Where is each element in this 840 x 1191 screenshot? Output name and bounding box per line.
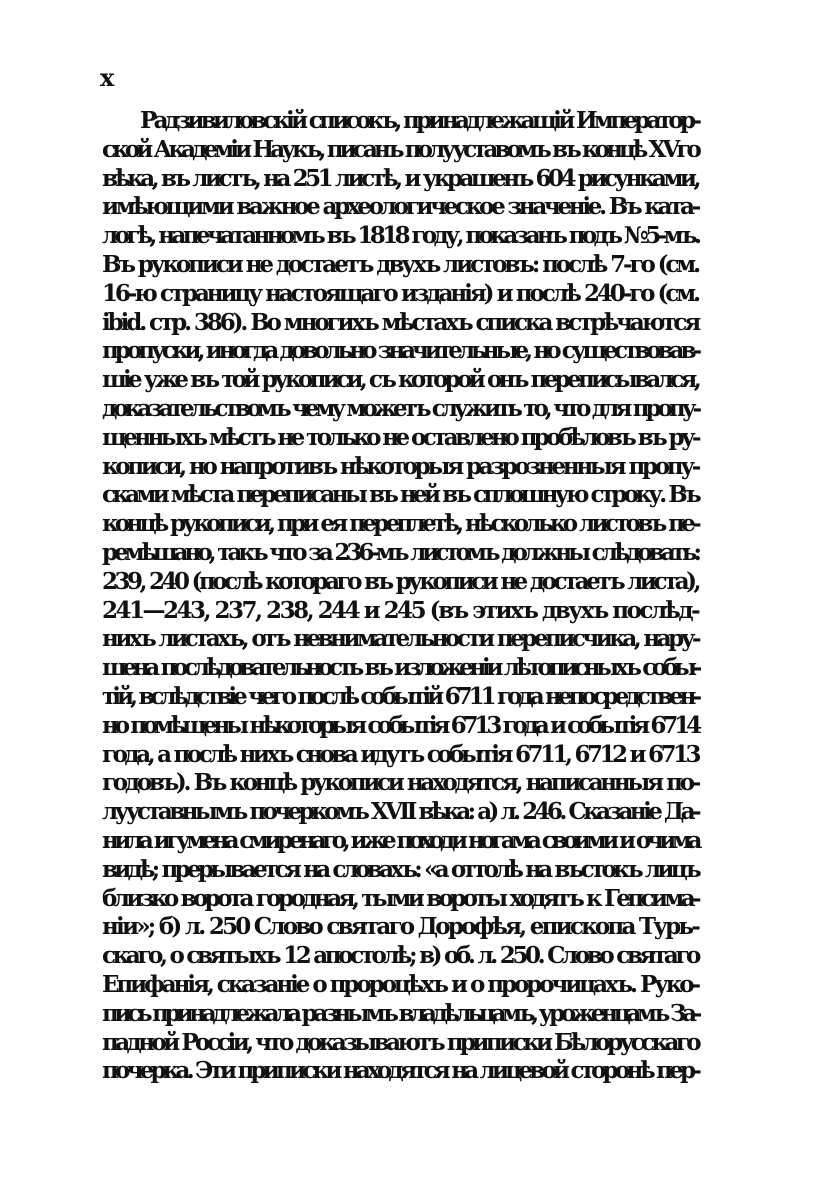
text-line: кописи, но напротивъ нѣкоторыя разрозненныя пропу- bbox=[102, 452, 698, 480]
text-line: шіе уже въ той рукописи, съ которой онъ переписывался, bbox=[102, 366, 698, 394]
text-line: 239, 240 (послѣ котораго въ рукописи не достаетъ листа), bbox=[102, 567, 698, 595]
text-line: пропуски, иногда довольно значительные, но существовав- bbox=[102, 337, 698, 365]
text-line: тій, вслѣдствіе чего послѣ событій 6711 года непосредствен- bbox=[102, 682, 698, 710]
text-line: скаго, о святыхъ 12 апостолѣ; в) об. л. 250. Слово святаго bbox=[102, 942, 698, 970]
text-line: логѣ, напечатанномъ въ 1818 году, показанъ подъ №5-мъ. bbox=[102, 222, 699, 250]
text-line: близко ворота городная, тыми вороты ходятъ к Гепсима- bbox=[102, 884, 698, 912]
text-line: ской Академіи Наукъ, писанъ полууставомъ въ концѣ XVго bbox=[102, 135, 698, 163]
text-line: доказательствомъ чему можетъ служить то, что для пропу- bbox=[102, 394, 698, 422]
text-line: 241—243, 237, 238, 244 и 245 (въ этихъ двухъ послѣд- bbox=[102, 596, 699, 624]
text-line: ремѣшано, такъ что за 236-мъ листомъ должны слѣдовать: bbox=[102, 538, 698, 566]
text-line: вѣка, въ листъ, на 251 листѣ, и украшенъ 604 рисунками, bbox=[102, 164, 698, 192]
text-line: видѣ; прерывается на словахъ: «а оттолѣ на въстокъ лицъ bbox=[102, 855, 698, 883]
text-line: года, а послѣ нихъ снова идутъ событія 6711, 6712 и 6713 bbox=[102, 740, 698, 768]
text-line: сками мѣста переписаны въ ней въ сплошную строку. Въ bbox=[102, 481, 698, 509]
body-text bbox=[102, 107, 698, 1086]
text-line: но помѣщены нѣкоторыя событія 6713 года и событія 6714 bbox=[102, 711, 698, 739]
text-line: годовъ). Въ концѣ рукописи находятся, написанныя по- bbox=[102, 769, 698, 797]
text-line: Радзивиловскій списокъ, принадлежащій Император- bbox=[140, 107, 699, 134]
text-line: имѣющими важное археологическое значеніе. Въ ката- bbox=[102, 193, 698, 221]
text-line: нила игумена смиренаго, иже походи ногама своими и очима bbox=[102, 826, 698, 854]
text-line: 16-ю страницу настоящаго изданія) и послѣ 240-го (см. bbox=[102, 279, 698, 307]
text-line: ibid. стр. 386). Во многихъ мѣстахъ списка встрѣчаются bbox=[102, 308, 699, 336]
text-line: пись принадлежала разнымъ владѣльцамъ, уроженцамъ За- bbox=[102, 999, 698, 1027]
text-line: почерка. Эти приписки находятся на лицевой сторонѣ пер- bbox=[102, 1057, 698, 1085]
text-line: шена послѣдовательность въ изложеніи лѣтописныхъ собы- bbox=[102, 654, 698, 682]
text-line: лууставнымъ почеркомъ XVII вѣка: а) л. 246. Сказаніе Да- bbox=[102, 798, 698, 826]
text-line: Епифанія, сказаніе о пророцѣхъ и о пророчицахъ. Руко- bbox=[102, 970, 698, 998]
text-line: ніи»; б) л. 250 Слово святаго Дорофѣя, епископа Турь- bbox=[102, 913, 698, 941]
page-number: x bbox=[100, 63, 115, 92]
text-line: Въ рукописи не достаетъ двухъ листовъ: послѣ 7-го (см. bbox=[102, 250, 699, 278]
text-line: падной Россіи, что доказываютъ приписки Бѣлорусскаго bbox=[102, 1028, 698, 1056]
text-line: концѣ рукописи, при ея переплетѣ, нѣсколько листовъ пе- bbox=[102, 510, 698, 538]
text-line: нихъ листахъ, отъ невнимательности переписчика, нару- bbox=[102, 625, 698, 653]
text-line: щенныхъ мѣстъ не только не оставлено пробѣловъ въ ру- bbox=[102, 423, 698, 451]
